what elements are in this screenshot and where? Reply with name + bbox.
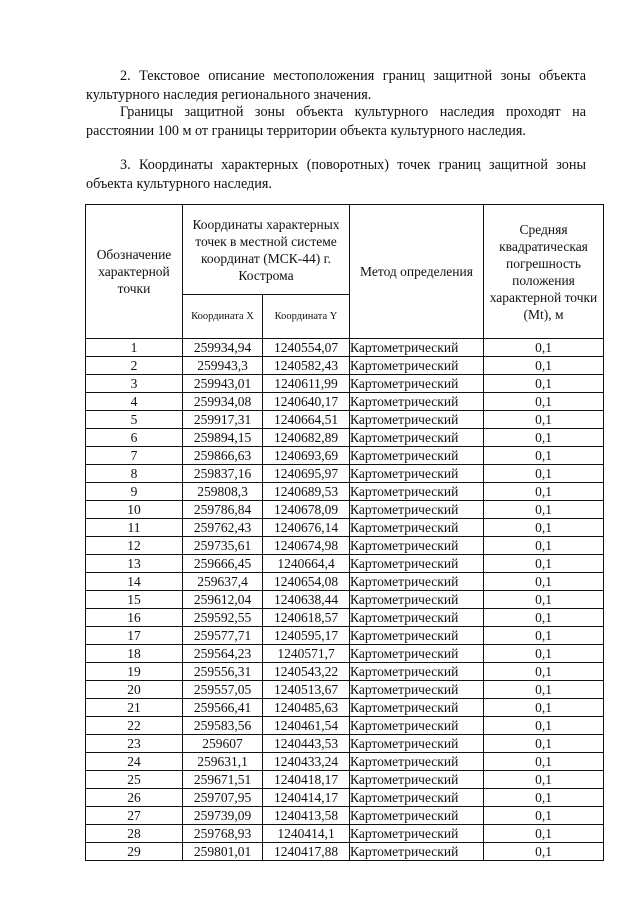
point-number-cell: 21	[86, 699, 183, 717]
method-cell: Картометрический	[350, 843, 484, 861]
method-cell: Картометрический	[350, 537, 484, 555]
error-cell: 0,1	[484, 717, 604, 735]
section-2-text: 2. Текстовое описание местоположения границ защитной зоны объекта культурного наследия регионального значения.	[86, 68, 586, 103]
error-cell: 0,1	[484, 483, 604, 501]
point-number-cell: 27	[86, 807, 183, 825]
point-number-cell: 12	[86, 537, 183, 555]
point-number-cell: 24	[86, 753, 183, 771]
coordinate-y-cell: 1240418,17	[263, 771, 350, 789]
coordinate-x-cell: 259556,31	[183, 663, 263, 681]
error-cell: 0,1	[484, 609, 604, 627]
boundary-description-paragraph	[86, 103, 586, 141]
error-cell: 0,1	[484, 825, 604, 843]
header-coordinate-x: Координата X	[183, 295, 263, 339]
coordinate-y-cell: 1240638,44	[263, 591, 350, 609]
error-cell: 0,1	[484, 555, 604, 573]
coordinate-y-cell: 1240443,53	[263, 735, 350, 753]
point-number-cell: 15	[86, 591, 183, 609]
error-cell: 0,1	[484, 591, 604, 609]
coordinate-y-cell: 1240654,08	[263, 573, 350, 591]
coordinate-x-cell: 259637,4	[183, 573, 263, 591]
coordinate-x-cell: 259592,55	[183, 609, 263, 627]
table-row	[86, 375, 604, 393]
table-row	[86, 627, 604, 645]
point-number-cell: 3	[86, 375, 183, 393]
coordinate-y-cell: 1240682,89	[263, 429, 350, 447]
table-row	[86, 771, 604, 789]
method-cell: Картометрический	[350, 339, 484, 357]
point-number-cell: 22	[86, 717, 183, 735]
coordinate-y-cell: 1240417,88	[263, 843, 350, 861]
method-cell: Картометрический	[350, 447, 484, 465]
method-cell: Картометрический	[350, 825, 484, 843]
coordinate-y-cell: 1240611,99	[263, 375, 350, 393]
error-cell: 0,1	[484, 537, 604, 555]
method-cell: Картометрический	[350, 411, 484, 429]
coordinate-x-cell: 259808,3	[183, 483, 263, 501]
point-number-cell: 1	[86, 339, 183, 357]
point-number-cell: 25	[86, 771, 183, 789]
point-number-cell: 7	[86, 447, 183, 465]
coordinate-x-cell: 259631,1	[183, 753, 263, 771]
table-row	[86, 339, 604, 357]
coordinate-y-cell: 1240485,63	[263, 699, 350, 717]
point-number-cell: 26	[86, 789, 183, 807]
error-cell: 0,1	[484, 753, 604, 771]
table-row	[86, 357, 604, 375]
coordinate-y-cell: 1240695,97	[263, 465, 350, 483]
method-cell: Картометрический	[350, 789, 484, 807]
coordinate-x-cell: 259894,15	[183, 429, 263, 447]
method-cell: Картометрический	[350, 519, 484, 537]
coordinate-x-cell: 259837,16	[183, 465, 263, 483]
point-number-cell: 29	[86, 843, 183, 861]
section-3-text: 3. Координаты характерных (поворотных) точек границ защитной зоны объекта культурного наследия.	[86, 157, 586, 192]
table-row	[86, 591, 604, 609]
coordinate-y-cell: 1240413,58	[263, 807, 350, 825]
coordinate-x-cell: 259917,31	[183, 411, 263, 429]
coordinate-y-cell: 1240543,22	[263, 663, 350, 681]
error-cell: 0,1	[484, 393, 604, 411]
error-cell: 0,1	[484, 645, 604, 663]
coordinate-y-cell: 1240414,17	[263, 789, 350, 807]
coordinate-x-cell: 259866,63	[183, 447, 263, 465]
table-row	[86, 681, 604, 699]
coordinate-y-cell: 1240674,98	[263, 537, 350, 555]
table-row	[86, 555, 604, 573]
error-cell: 0,1	[484, 735, 604, 753]
coordinate-x-cell: 259786,84	[183, 501, 263, 519]
boundary-description-text: Границы защитной зоны объекта культурного наследия проходят на расстоянии 100 м от границы территории объекта культурного наследия.	[86, 104, 586, 139]
point-number-cell: 28	[86, 825, 183, 843]
coordinate-x-cell: 259707,95	[183, 789, 263, 807]
method-cell: Картометрический	[350, 627, 484, 645]
point-number-cell: 2	[86, 357, 183, 375]
table-row	[86, 519, 604, 537]
coordinate-y-cell: 1240414,1	[263, 825, 350, 843]
coordinate-x-cell: 259934,94	[183, 339, 263, 357]
coordinate-y-cell: 1240554,07	[263, 339, 350, 357]
point-number-cell: 14	[86, 573, 183, 591]
coordinate-x-cell: 259557,05	[183, 681, 263, 699]
method-cell: Картометрический	[350, 645, 484, 663]
coordinate-x-cell: 259943,01	[183, 375, 263, 393]
table-row	[86, 645, 604, 663]
table-row	[86, 789, 604, 807]
coordinate-x-cell: 259739,09	[183, 807, 263, 825]
error-cell: 0,1	[484, 699, 604, 717]
table-row	[86, 699, 604, 717]
point-number-cell: 5	[86, 411, 183, 429]
method-cell: Картометрический	[350, 501, 484, 519]
coordinate-y-cell: 1240640,17	[263, 393, 350, 411]
coordinate-y-cell: 1240513,67	[263, 681, 350, 699]
table-row	[86, 735, 604, 753]
method-cell: Картометрический	[350, 393, 484, 411]
coordinate-x-cell: 259768,93	[183, 825, 263, 843]
error-cell: 0,1	[484, 807, 604, 825]
method-cell: Картометрический	[350, 753, 484, 771]
coordinate-y-cell: 1240689,53	[263, 483, 350, 501]
error-cell: 0,1	[484, 771, 604, 789]
method-cell: Картометрический	[350, 375, 484, 393]
coordinate-x-cell: 259666,45	[183, 555, 263, 573]
header-coordinate-y: Координата Y	[263, 295, 350, 339]
table-row	[86, 501, 604, 519]
header-point: Обозначение характерной точки	[86, 205, 183, 339]
method-cell: Картометрический	[350, 681, 484, 699]
error-cell: 0,1	[484, 789, 604, 807]
table-body	[86, 339, 604, 861]
error-cell: 0,1	[484, 447, 604, 465]
coordinate-y-cell: 1240664,4	[263, 555, 350, 573]
table-row	[86, 429, 604, 447]
error-cell: 0,1	[484, 843, 604, 861]
section-2-paragraph	[86, 67, 586, 105]
coordinate-x-cell: 259934,08	[183, 393, 263, 411]
coordinate-y-cell: 1240678,09	[263, 501, 350, 519]
error-cell: 0,1	[484, 375, 604, 393]
method-cell: Картометрический	[350, 573, 484, 591]
coordinate-x-cell: 259801,01	[183, 843, 263, 861]
coordinate-x-cell: 259943,3	[183, 357, 263, 375]
point-number-cell: 18	[86, 645, 183, 663]
point-number-cell: 20	[86, 681, 183, 699]
coordinate-y-cell: 1240582,43	[263, 357, 350, 375]
table-row	[86, 447, 604, 465]
method-cell: Картометрический	[350, 699, 484, 717]
table-row	[86, 483, 604, 501]
error-cell: 0,1	[484, 663, 604, 681]
method-cell: Картометрический	[350, 807, 484, 825]
table-row	[86, 843, 604, 861]
error-cell: 0,1	[484, 339, 604, 357]
error-cell: 0,1	[484, 465, 604, 483]
coordinate-x-cell: 259577,71	[183, 627, 263, 645]
point-number-cell: 4	[86, 393, 183, 411]
table-row	[86, 393, 604, 411]
point-number-cell: 9	[86, 483, 183, 501]
error-cell: 0,1	[484, 501, 604, 519]
point-number-cell: 13	[86, 555, 183, 573]
point-number-cell: 19	[86, 663, 183, 681]
coordinate-x-cell: 259671,51	[183, 771, 263, 789]
coordinate-x-cell: 259583,56	[183, 717, 263, 735]
coordinate-y-cell: 1240433,24	[263, 753, 350, 771]
error-cell: 0,1	[484, 429, 604, 447]
error-cell: 0,1	[484, 681, 604, 699]
coordinates-table	[85, 204, 604, 861]
table-row	[86, 807, 604, 825]
point-number-cell: 10	[86, 501, 183, 519]
table-row	[86, 411, 604, 429]
coordinate-y-cell: 1240461,54	[263, 717, 350, 735]
table-row	[86, 609, 604, 627]
section-3-paragraph	[86, 156, 586, 194]
point-number-cell: 8	[86, 465, 183, 483]
table-row	[86, 717, 604, 735]
point-number-cell: 6	[86, 429, 183, 447]
method-cell: Картометрический	[350, 717, 484, 735]
error-cell: 0,1	[484, 357, 604, 375]
coordinate-x-cell: 259607	[183, 735, 263, 753]
coordinate-y-cell: 1240618,57	[263, 609, 350, 627]
coordinate-y-cell: 1240595,17	[263, 627, 350, 645]
method-cell: Картометрический	[350, 735, 484, 753]
method-cell: Картометрический	[350, 465, 484, 483]
coordinate-y-cell: 1240676,14	[263, 519, 350, 537]
coordinate-x-cell: 259762,43	[183, 519, 263, 537]
error-cell: 0,1	[484, 519, 604, 537]
error-cell: 0,1	[484, 627, 604, 645]
coordinate-y-cell: 1240664,51	[263, 411, 350, 429]
method-cell: Картометрический	[350, 771, 484, 789]
method-cell: Картометрический	[350, 555, 484, 573]
point-number-cell: 16	[86, 609, 183, 627]
header-coordinates: Координаты характерных точек в местной системе координат (МСК-44) г. Кострома	[183, 205, 350, 295]
table-row	[86, 753, 604, 771]
header-error: Средняя квадратическая погрешность положения характерной точки (Mt), м	[484, 205, 604, 339]
method-cell: Картометрический	[350, 429, 484, 447]
point-number-cell: 17	[86, 627, 183, 645]
coordinate-x-cell: 259735,61	[183, 537, 263, 555]
header-method: Метод определения	[350, 205, 484, 339]
method-cell: Картометрический	[350, 483, 484, 501]
table-row	[86, 663, 604, 681]
table-row	[86, 537, 604, 555]
coordinate-x-cell: 259564,23	[183, 645, 263, 663]
coordinate-x-cell: 259566,41	[183, 699, 263, 717]
point-number-cell: 11	[86, 519, 183, 537]
method-cell: Картометрический	[350, 609, 484, 627]
table-row	[86, 825, 604, 843]
error-cell: 0,1	[484, 411, 604, 429]
coordinate-y-cell: 1240571,7	[263, 645, 350, 663]
table-row	[86, 573, 604, 591]
method-cell: Картометрический	[350, 663, 484, 681]
method-cell: Картометрический	[350, 591, 484, 609]
coordinate-y-cell: 1240693,69	[263, 447, 350, 465]
method-cell: Картометрический	[350, 357, 484, 375]
point-number-cell: 23	[86, 735, 183, 753]
table-row	[86, 465, 604, 483]
coordinate-x-cell: 259612,04	[183, 591, 263, 609]
error-cell: 0,1	[484, 573, 604, 591]
